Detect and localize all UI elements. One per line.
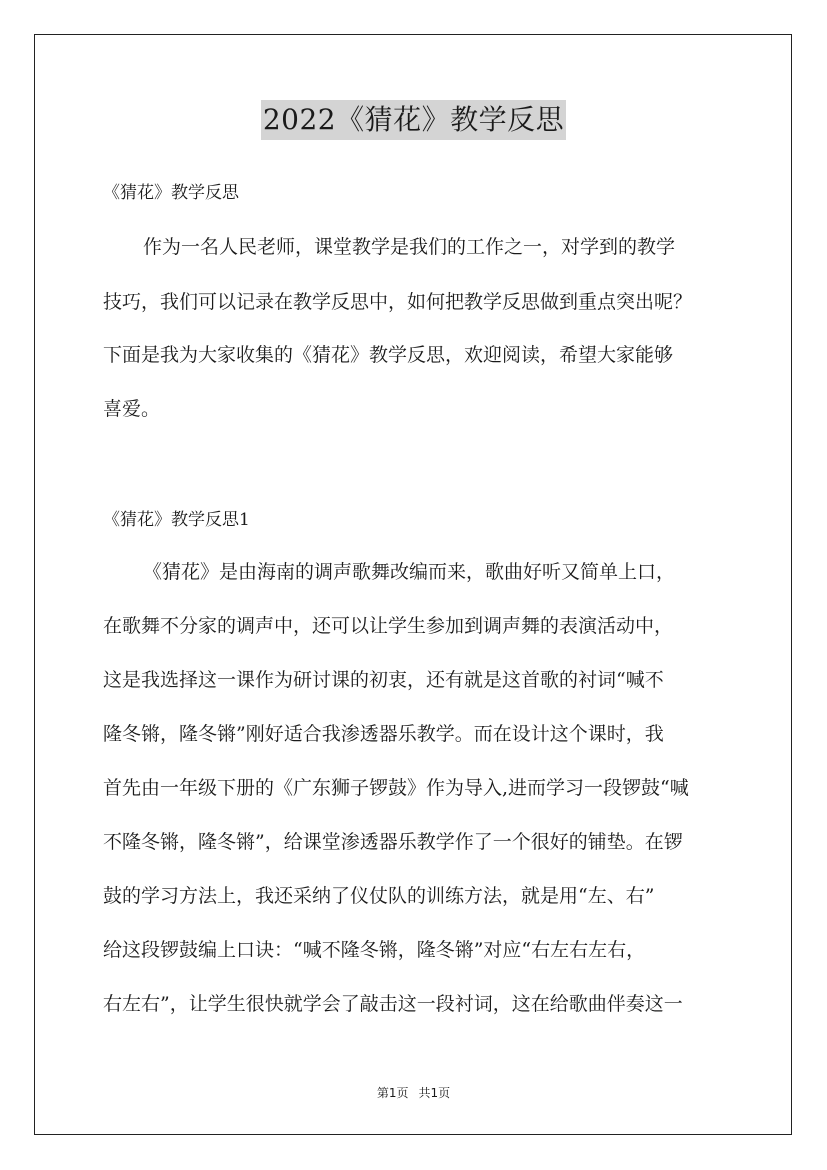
- page-number: 第1页: [376, 1086, 409, 1100]
- paragraph-line: 作为一名人民老师，课堂教学是我们的工作之一，对学到的教学: [143, 236, 676, 258]
- paragraph-line: 下面是我为大家收集的《猜花》教学反思，欢迎阅读，希望大家能够: [103, 344, 674, 366]
- paragraph-line: 不隆冬锵，隆冬锵”，给课堂渗透器乐教学作了一个很好的铺垫。在锣: [103, 831, 683, 853]
- paragraph-line: 鼓的学习方法上，我还采纳了仪仗队的训练方法，就是用“左、右”: [103, 885, 655, 907]
- paragraph-line: 在歌舞不分家的调声中，还可以让学生参加到调声舞的表演活动中，: [103, 615, 674, 637]
- paragraph-line: 右左右”，让学生很快就学会了敲击这一段衬词，这在给歌曲伴奏这一: [103, 993, 683, 1015]
- document-title: 2022《猜花》教学反思: [261, 100, 566, 140]
- page-count: 共1页: [418, 1086, 451, 1100]
- paragraph-line: 技巧，我们可以记录在教学反思中，如何把教学反思做到重点突出呢？: [103, 291, 693, 313]
- section-heading: 《猜花》教学反思1: [103, 510, 250, 530]
- paragraph-line: 给这段锣鼓编上口诀：“喊不隆冬锵，隆冬锵”对应“右左右左右，: [103, 939, 646, 961]
- title-container: [0, 100, 827, 140]
- paragraph-line: 喜爱。: [103, 398, 161, 420]
- paragraph-line: 隆冬锵，隆冬锵”刚好适合我渗透器乐教学。而在设计这个课时，我: [103, 723, 664, 745]
- paragraph-line: 首先由一年级下册的《广东狮子锣鼓》作为导入,进而学习一段锣鼓“喊: [103, 777, 689, 799]
- intro-heading: 《猜花》教学反思: [103, 183, 239, 203]
- page-footer: [0, 1085, 827, 1101]
- paragraph-line: 这是我选择这一课作为研讨课的初衷，还有就是这首歌的衬词“喊不: [103, 669, 664, 691]
- paragraph-line: 《猜花》是由海南的调声歌舞改编而来，歌曲好听又简单上口，: [143, 561, 676, 583]
